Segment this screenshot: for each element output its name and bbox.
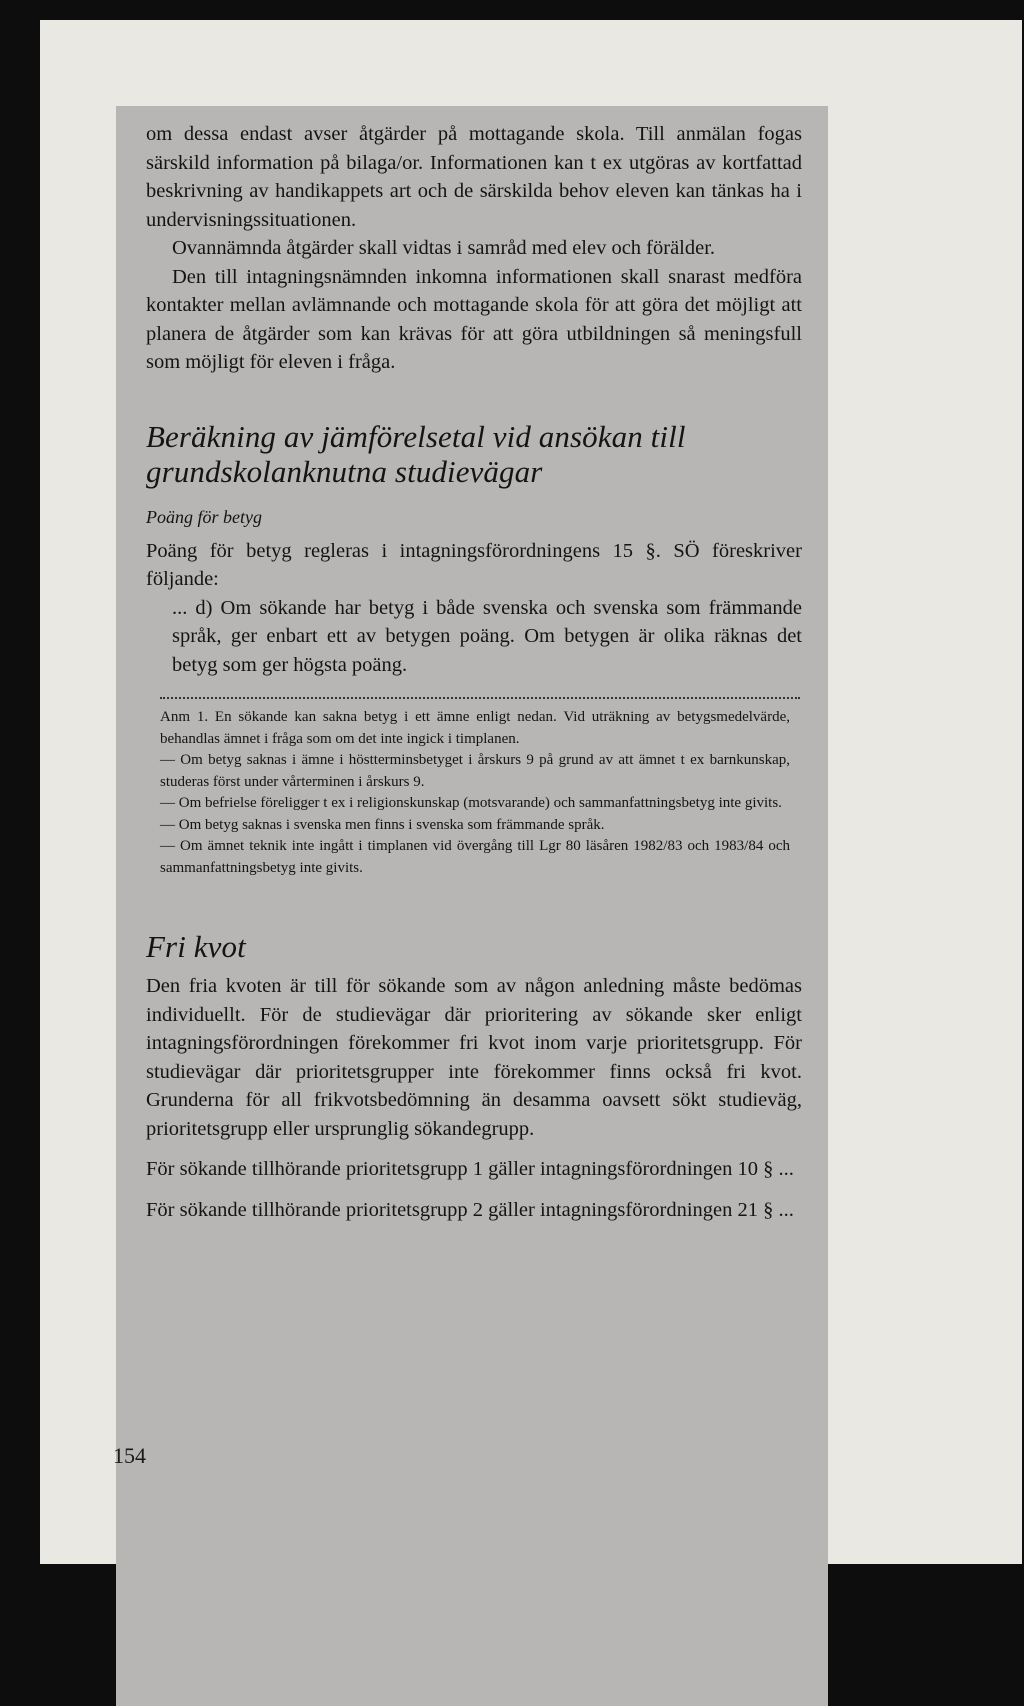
page-number: 154 bbox=[113, 1443, 146, 1468]
quoted-paragraph: ... d) Om sökande har betyg i både svenska och svenska som främmande språk, ger enbart ett av betygen poäng. Om betygen är olika räknas det betyg som ger högsta poäng. bbox=[172, 596, 802, 676]
note-line: — Om ämnet teknik inte ingått i timplanen vid övergång till Lgr 80 läsåren 1982/83 och 1983/84 och sammanfattningsbetyg inte givits. bbox=[160, 838, 790, 876]
notes bbox=[160, 707, 790, 879]
note-line: Anm 1. En sökande kan sakna betyg i ett ämne enligt nedan. Vid uträkning av betygsmedelvärde, behandlas ämnet i fråga som om det inte ingick i timplanen. bbox=[160, 709, 790, 747]
note-line: — Om befrielse föreligger t ex i religionskunskap (motsvarande) och sammanfattningsbetyg inte givits. bbox=[160, 795, 782, 811]
paragraph: För sökande tillhörande prioritetsgrupp 1 gäller intagningsförordningen 10 § ... bbox=[146, 1158, 794, 1180]
paragraph: För sökande tillhörande prioritetsgrupp 2 gäller intagningsförordningen 21 § ... bbox=[146, 1198, 794, 1221]
paragraph: Ovannämnda åtgärder skall vidtas i samråd med elev och förälder. bbox=[172, 237, 716, 259]
dotted-divider bbox=[160, 697, 800, 699]
section-heading: Fri kvot bbox=[146, 929, 246, 964]
note-line: — Om betyg saknas i svenska men finns i svenska som främmande språk. bbox=[160, 816, 605, 833]
section-heading: Beräkning av jämförelsetal vid ansökan till grundskolanknutna studievägar bbox=[146, 418, 686, 489]
paragraph: Den till intagningsnämnden inkomna informationen skall snarast medföra kontakter mellan avlämnande och mottagande skola för att göra det möjligt att planera de åtgärder som kan krävas för att göra utbildningen så meningsfull som möjligt för eleven i fråga. bbox=[146, 265, 802, 373]
paragraph: Den fria kvoten är till för sökande som av någon anledning måste bedömas individuellt. För de studievägar där prioritering av sökande sker enligt intagningsförordningen förekommer fri kvot inom varje prioritetsgrupp. För studievägar där prioritetsgrupper inte förekommer finns också fri kvot. Grunderna för all frikvotsbedömning än desamma oavsett sökt studieväg, prioritetsgrupp eller ursprunglig sökandegrupp. bbox=[146, 975, 802, 1140]
page-content bbox=[146, 120, 802, 1224]
subheading: Poäng för betyg bbox=[146, 506, 262, 527]
paragraph: om dessa endast avser åtgärder på mottagande skola. Till anmälan fogas särskild information på bilaga/or. Informationen kan t ex utgöras av kortfattad beskrivning av handikappets art och de särskilda behov eleven kan tänkas ha i undervisningssituationen. bbox=[146, 123, 802, 231]
paragraph: Poäng för betyg regleras i intagningsförordningens 15 §. SÖ föreskriver följande: bbox=[146, 539, 802, 590]
note-line: — Om betyg saknas i ämne i höstterminsbetyget i årskurs 9 på grund av att ämnet t ex barnkunskap, studeras först under vårterminen i årskurs 9. bbox=[160, 752, 790, 790]
